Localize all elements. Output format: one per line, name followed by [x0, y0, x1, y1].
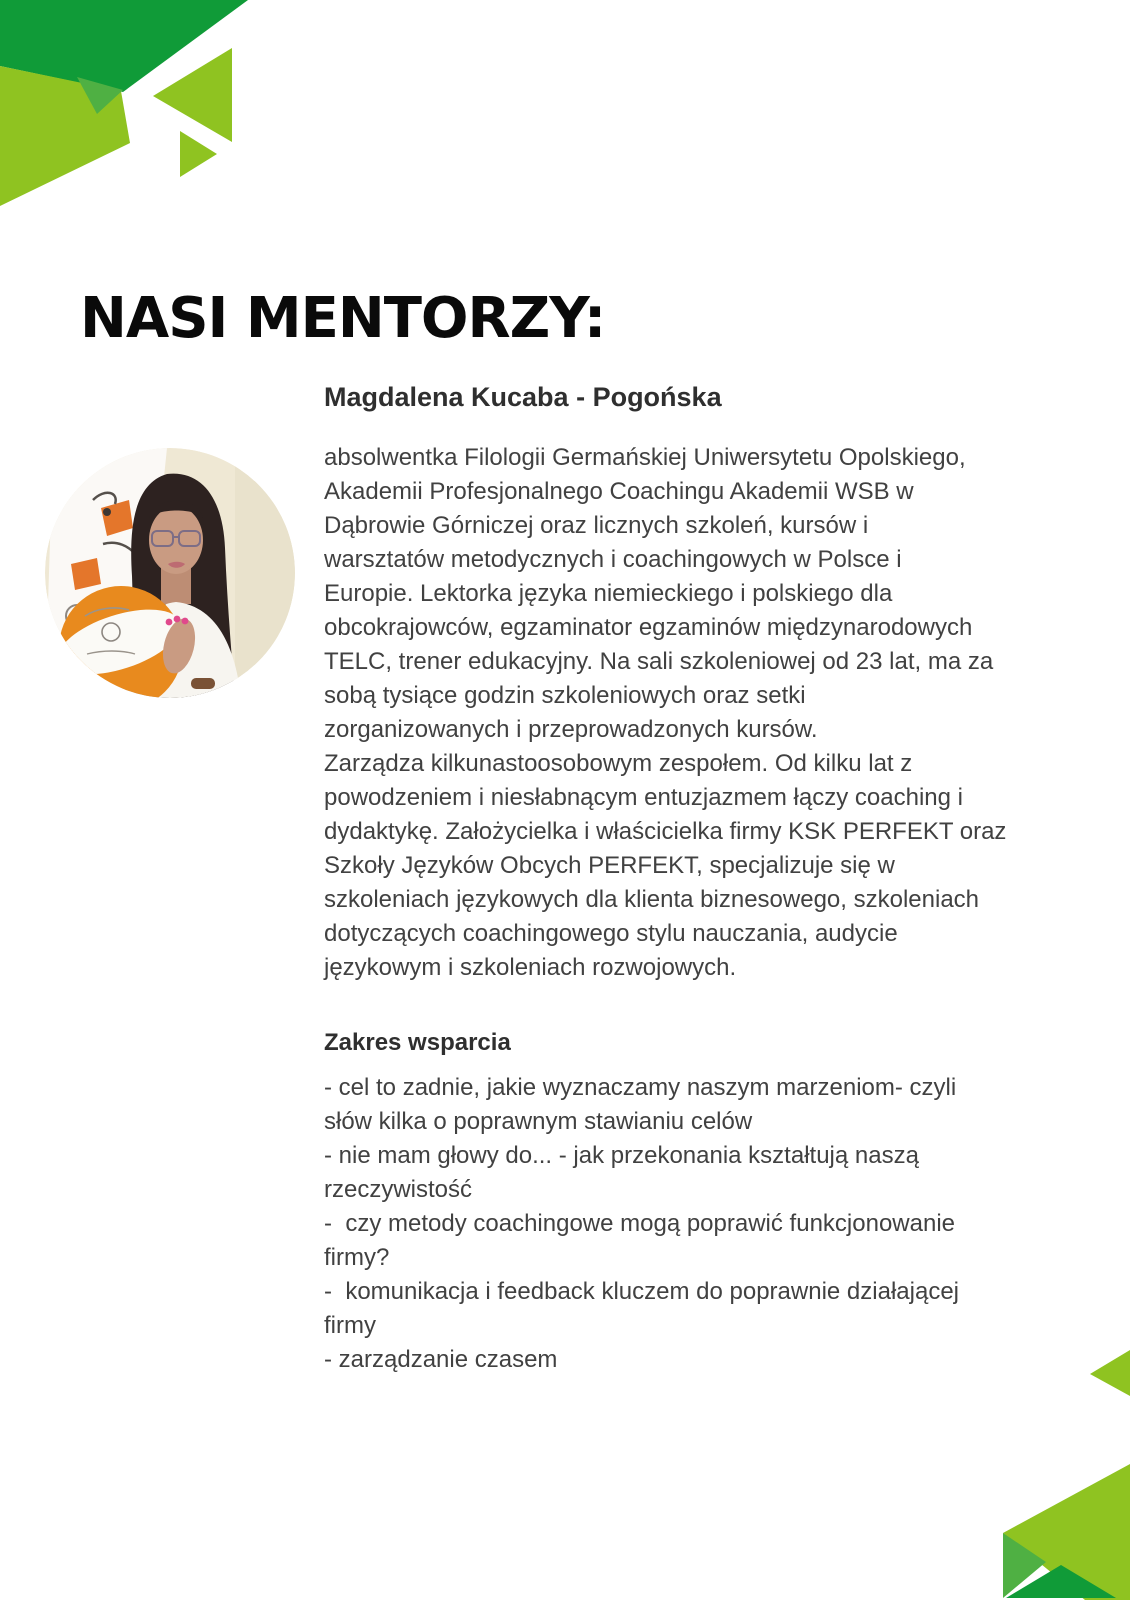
bio-line: Zarządza kilkunastoosobowym zespołem. Od kilku lat z	[324, 750, 913, 777]
triangle-light-icon	[1003, 1464, 1130, 1600]
bio-line: obcokrajowców, egzaminator egzaminów międzynarodowych	[324, 614, 973, 641]
triangle-mid-icon	[1003, 1533, 1046, 1598]
support-list-line: słów kilka o poprawnym stawianiu celów	[324, 1108, 753, 1135]
watch	[191, 678, 215, 689]
triangle-dark-icon	[1006, 1565, 1116, 1598]
bio-line: szkoleniach językowych dla klienta biznesowego, szkoleniach	[324, 886, 980, 913]
bio-line: warsztatów metodycznych i coachingowych w Polsce i	[324, 546, 902, 573]
triangle-mid-icon	[77, 77, 123, 114]
page-title: NASI MENTORZY:	[80, 285, 606, 351]
bio-line: Szkoły Języków Obcych PERFEKT, specjalizuje się w	[324, 852, 895, 879]
support-list-line: - zarządzanie czasem	[324, 1346, 558, 1373]
banner-doodle-dot	[103, 508, 111, 516]
mentor-bio	[324, 441, 1024, 985]
triangle-left-icon	[1090, 1350, 1130, 1396]
corner-decoration-bottom-right-icon	[1000, 1460, 1130, 1600]
triangle-play-right-icon	[180, 131, 217, 177]
bio-line: powodzeniem i niesłabnącym entuzjazmem łączy coaching i	[324, 784, 963, 811]
nail-2	[174, 616, 181, 623]
bio-line: językowym i szkoleniach rozwojowych.	[324, 954, 737, 981]
support-list-line: rzeczywistość	[324, 1176, 473, 1203]
bio-line: absolwentka Filologii Germańskiej Uniwersytetu Opolskiego,	[324, 444, 966, 471]
bio-line: Dąbrowie Górniczej oraz licznych szkoleń, kursów i	[324, 512, 869, 539]
bio-line: dotyczących coachingowego stylu nauczania, audycie	[324, 920, 898, 947]
support-list-line: - nie mam głowy do... - jak przekonania kształtują naszą	[324, 1142, 919, 1169]
support-list-line: - czy metody coachingowe mogą poprawić funkcjonowanie	[324, 1210, 955, 1237]
bio-line: zorganizowanych i przeprowadzonych kursów.	[324, 716, 818, 743]
nail-1	[166, 619, 173, 626]
triangle-play-left-icon	[153, 48, 232, 142]
bio-line: sobą tysiące godzin szkoleniowych oraz setki	[324, 682, 806, 709]
mentor-photo	[45, 448, 295, 698]
bio-line: Akademii Profesjonalnego Coachingu Akademii WSB w	[324, 478, 914, 505]
nail-3	[182, 618, 189, 625]
mentor-name: Magdalena Kucaba - Pogońska	[324, 382, 722, 412]
triangle-light-icon	[0, 66, 130, 206]
corner-decoration-top-left-icon	[0, 0, 270, 230]
mentor-photo-illustration	[45, 448, 295, 698]
support-scope-list	[324, 1071, 1024, 1377]
photo-background-shade	[235, 448, 295, 698]
triangle-dark-icon	[0, 0, 248, 92]
bio-line: TELC, trener edukacyjny. Na sali szkoleniowej od 23 lat, ma za	[324, 648, 994, 675]
support-scope-heading: Zakres wsparcia	[324, 1029, 511, 1056]
bio-line: dydaktykę. Założycielka i właścicielka firmy KSK PERFEKT oraz	[324, 818, 1007, 845]
mentor-section	[324, 382, 1024, 1377]
support-list-line: - komunikacja i feedback kluczem do poprawnie działającej	[324, 1278, 959, 1305]
right-edge-triangle-icon	[1086, 1348, 1130, 1398]
support-list-line: firmy?	[324, 1244, 390, 1271]
bio-line: Europie. Lektorka języka niemieckiego i polskiego dla	[324, 580, 893, 607]
support-list-line: firmy	[324, 1312, 376, 1339]
support-list-line: - cel to zadnie, jakie wyznaczamy naszym marzeniom- czyli	[324, 1074, 957, 1101]
